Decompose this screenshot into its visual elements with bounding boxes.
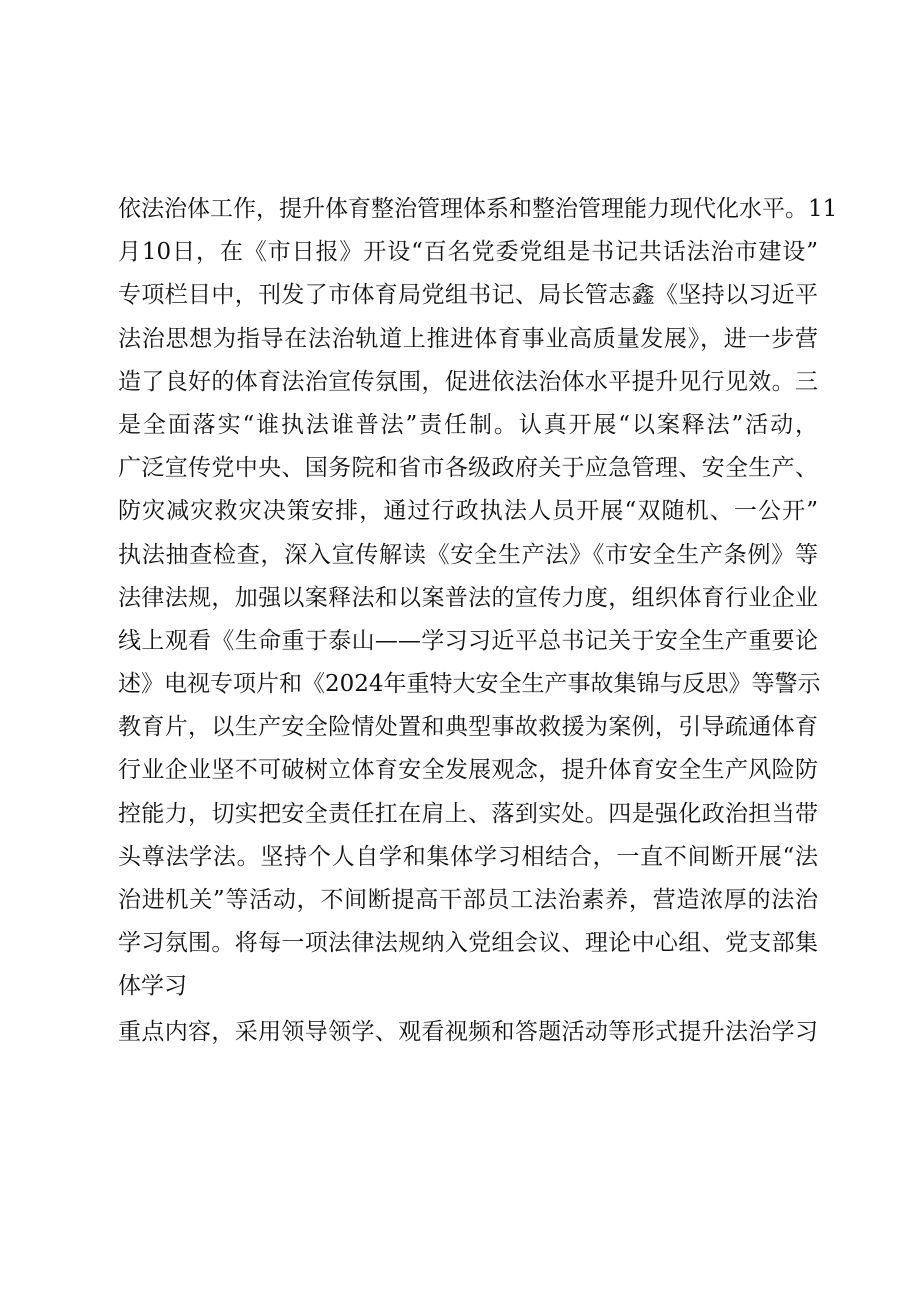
text-line: 头尊法学法。坚持个人自学和集体学习相结合，一直不间断开展“法: [118, 843, 818, 870]
text-line: 执法抽查检查，深入宣传解读《安全生产法》《市安全生产条例》等: [118, 541, 818, 568]
text-line: 月10日，在《市日报》开设“百名党委党组是书记共话法治市建设”: [118, 239, 818, 266]
text-line: 治进机关”等活动，不间断提高干部员工法治素养，营造浓厚的法治: [118, 887, 818, 913]
text-line: 法治思想为指导在法治轨道上推进体育事业高质量发展》，进一步营: [118, 325, 818, 352]
text-line: 重点内容，采用领导领学、观看视频和答题活动等形式提升法治学习: [118, 1018, 818, 1045]
text-line: 广泛宣传党中央、国务院和省市各级政府关于应急管理、安全生产、: [118, 455, 818, 482]
body-text: [118, 188, 838, 1054]
text-line: 行业企业坚不可破树立体育安全发展观念，提升体育安全生产风险防: [118, 757, 818, 784]
text-line: 体学习: [118, 973, 187, 1000]
text-line: 法律法规，加强以案释法和以案普法的宣传力度，组织体育行业企业: [118, 584, 818, 611]
text-line: 线上观看《生命重于泰山——学习习近平总书记关于安全生产重要论: [118, 627, 818, 654]
text-line: 造了良好的体育法治宣传氛围，促进依法治体水平提升见行见效。三: [118, 368, 818, 395]
text-line: 专项栏目中，刊发了市体育局党组书记、局长管志鑫《坚持以习近平: [118, 282, 818, 309]
text-line: 教育片，以生产安全险情处置和典型事故救援为案例，引导疏通体育: [118, 714, 818, 741]
text-line: 控能力，切实把安全责任扛在肩上、落到实处。四是强化政治担当带: [118, 800, 818, 827]
text-line: 学习氛围。将每一项法律法规纳入党组会议、理论中心组、党支部集: [118, 930, 818, 957]
text-line: 防灾减灾救灾决策安排，通过行政执法人员开展“双随机、一公开”: [118, 498, 818, 525]
text-line: 是全面落实“谁执法谁普法”责任制。认真开展“以案释法”活动，: [118, 411, 818, 438]
text-line: 依法治体工作，提升体育整治管理体系和整治管理能力现代化水平。11: [118, 196, 838, 222]
text-line: 述》电视专项片和《2024年重特大安全生产事故集锦与反思》等警示: [118, 671, 821, 698]
